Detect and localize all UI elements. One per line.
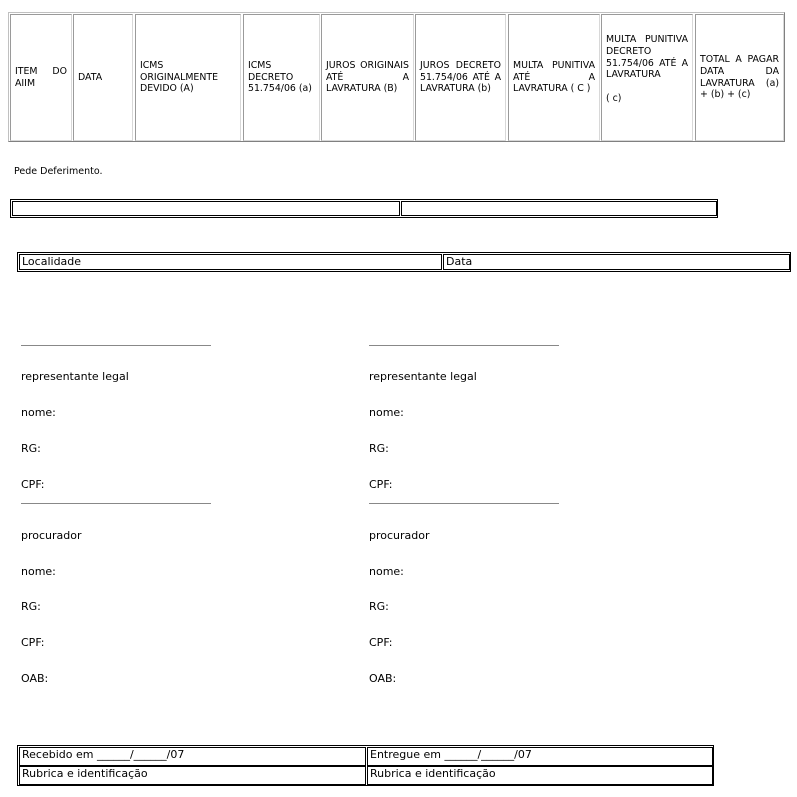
header-col-multa-decreto-extra: ( c) [606, 93, 622, 105]
header-col-juros-originais-label: JUROS ORIGINAIS ATÉ A LAVRATURA (B) [326, 59, 409, 95]
signature-line-rep-left [21, 345, 211, 346]
recebido-cell: Recebido em ______/______/07 [19, 747, 366, 766]
header-col-icms-decreto [243, 14, 320, 141]
header-col-juros-decreto-label: JUROS DECRETO 51.754/06 ATÉ A LAVRATURA (b) [420, 59, 501, 95]
header-col-multa-decreto-label: MULTA PUNITIVA DECRETO 51.754/06 ATÉ A LAVRATURA [606, 34, 688, 81]
signature-line-proc-left [21, 503, 211, 504]
blank-cell-left [12, 201, 400, 216]
header-col-icms-original-label: ICMS ORIGINALMENTE DEVIDO (A) [140, 59, 219, 95]
header-col-icms-decreto-label: ICMS DECRETO 51.754/06 (a) [248, 59, 312, 95]
rep-title-left: representante legal [21, 370, 129, 383]
header-col-juros-originais [321, 14, 414, 141]
header-col-icms-original [135, 14, 241, 141]
rubrica-cell-right: Rubrica e identificação [367, 766, 713, 785]
pede-deferimento: Pede Deferimento. [14, 166, 103, 177]
signature-line-rep-right [369, 345, 559, 346]
rep-nome-left: nome: [21, 406, 56, 419]
proc-nome-left: nome: [21, 565, 56, 578]
header-col-data [73, 14, 133, 141]
proc-title-right: procurador [369, 529, 430, 542]
localidade-cell: Localidade [19, 254, 442, 270]
header-col-data-label: DATA [78, 71, 103, 83]
header-col-multa-decreto [601, 14, 693, 141]
rep-cpf-right: CPF: [369, 478, 393, 491]
proc-title-left: procurador [21, 529, 82, 542]
footer-table [17, 745, 714, 786]
signature-line-proc-right [369, 503, 559, 504]
localidade-table [17, 252, 791, 272]
header-col-total [695, 14, 784, 141]
blank-table [10, 199, 718, 218]
proc-cpf-left: CPF: [21, 636, 45, 649]
header-col-multa-punitiva [508, 14, 600, 141]
proc-nome-right: nome: [369, 565, 404, 578]
proc-oab-left: OAB: [21, 672, 49, 685]
data-cell: Data [443, 254, 790, 270]
rep-nome-right: nome: [369, 406, 404, 419]
proc-cpf-right: CPF: [369, 636, 393, 649]
rubrica-cell-left: Rubrica e identificação [19, 766, 366, 785]
rep-cpf-left: CPF: [21, 478, 45, 491]
rep-rg-right: RG: [369, 442, 389, 455]
header-col-item-label: ITEM DO AIIM [15, 65, 67, 89]
rep-title-right: representante legal [369, 370, 477, 383]
proc-oab-right: OAB: [369, 672, 397, 685]
rep-rg-left: RG: [21, 442, 41, 455]
proc-rg-left: RG: [21, 600, 41, 613]
header-col-multa-punitiva-label: MULTA PUNITIVA ATÉ A LAVRATURA ( C ) [513, 59, 595, 95]
header-col-item [10, 14, 72, 141]
header-table [8, 12, 785, 142]
entregue-cell: Entregue em ______/______/07 [367, 747, 713, 766]
header-col-juros-decreto [415, 14, 506, 141]
header-col-total-label: TOTAL A PAGAR DATA DA LAVRATURA (a) + (b) + (c) [700, 53, 779, 101]
proc-rg-right: RG: [369, 600, 389, 613]
blank-cell-right [401, 201, 717, 216]
